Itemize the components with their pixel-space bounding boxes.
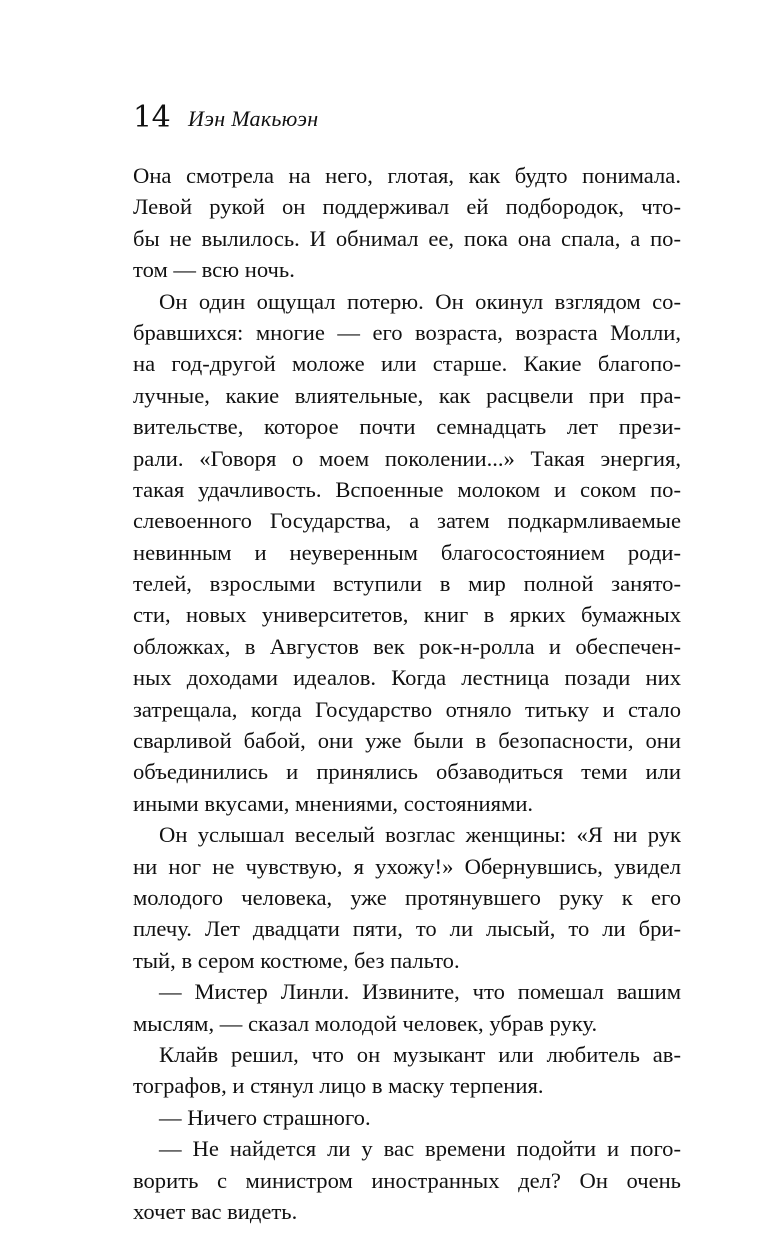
- text-line: рали. «Говоря о моем поколении...» Такая энергия,: [133, 445, 681, 471]
- text-line: тографов, и стянул лицо в маску терпения.: [133, 1073, 544, 1099]
- text-line: Она смотрела на него, глотая, как будто понимала.: [133, 163, 681, 188]
- text-line: Он услышал веселый возглас женщины: «Я ни рук: [159, 822, 681, 848]
- text-line: бы не вылилось. И обнимал ее, пока она спала, а по-: [133, 225, 681, 251]
- text-line: сти, новых университетов, книг в ярких бумажных: [133, 602, 681, 628]
- running-head: [133, 98, 693, 138]
- text-line: слевоенного Государства, а затем подкармливаемые: [133, 508, 681, 534]
- text-line: молодого человека, уже протянувшего руку к его: [133, 884, 681, 910]
- text-line: такая удачливость. Вспоенные молоком и соком по-: [133, 476, 681, 502]
- text-line: сварливой бабой, они уже были в безопасности, они: [133, 728, 681, 754]
- text-line: — Ничего страшного.: [159, 1104, 371, 1130]
- text-line: плечу. Лет двадцати пяти, то ли лысый, то ли бри-: [133, 916, 681, 942]
- text-line: тый, в сером костюме, без пальто.: [133, 947, 460, 973]
- text-line: — Не найдется ли у вас времени подойти и пого-: [159, 1136, 681, 1162]
- text-line: Левой рукой он поддерживал ей подбородок, что-: [133, 194, 681, 220]
- text-line: затрещала, когда Государство отняло титьку и стало: [133, 696, 681, 722]
- text-line: объединились и принялись обзаводиться теми или: [133, 759, 681, 785]
- text-line: Клайв решил, что он музыкант или любитель ав-: [159, 1041, 681, 1067]
- text-line: вительстве, которое почти семнадцать лет прези-: [133, 414, 681, 440]
- text-line: телей, взрослыми вступили в мир полной занято-: [133, 571, 681, 597]
- text-line: лучные, какие влиятельные, как расцвели при пра-: [133, 382, 681, 408]
- text-line: на год-другой моложе или старше. Какие благопо-: [133, 351, 681, 377]
- text-line: ных доходами идеалов. Когда лестница позади них: [133, 665, 681, 691]
- text-line: ни ног не чувствую, я ухожу!» Обернувшись, увидел: [133, 853, 681, 879]
- text-line: бравшихся: многие — его возраста, возраста Молли,: [133, 319, 681, 345]
- text-line: Он один ощущал потерю. Он окинул взглядом со-: [159, 288, 681, 314]
- text-line: ворить с министром иностранных дел? Он очень: [133, 1167, 681, 1193]
- text-line: иными вкусами, мнениями, состояниями.: [133, 790, 534, 816]
- text-line: мыслям, — сказал молодой человек, убрав руку.: [133, 1010, 598, 1036]
- author-name: Иэн Макьюэн: [188, 106, 319, 131]
- text-line: обложках, в Августов век рок-н-ролла и обеспечен-: [133, 633, 681, 659]
- text-line: — Мистер Линли. Извините, что помешал вашим: [159, 979, 681, 1005]
- body-text: [133, 160, 681, 1227]
- page-number: 14: [133, 100, 171, 135]
- text-line: том — всю ночь.: [133, 257, 295, 283]
- text-line: невинным и неуверенным благосостоянием роди-: [133, 539, 681, 565]
- text-line: хочет вас видеть.: [133, 1198, 298, 1224]
